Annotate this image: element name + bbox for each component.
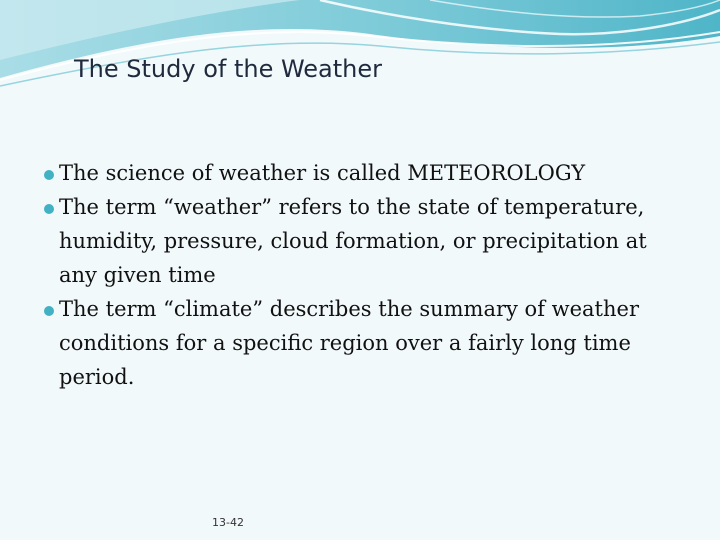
bullet-item (44, 292, 684, 394)
bullet-text: The science of weather is called METEOROLOGY (59, 161, 586, 185)
bullet-list (44, 156, 684, 394)
bullet-text: The term “weather” refers to the state of temperature, humidity, pressure, cloud formation, or precipitation at any given time (59, 195, 647, 287)
bullet-dot-icon (44, 204, 54, 214)
slide-title: The Study of the Weather (74, 55, 383, 83)
bullet-item (44, 190, 684, 292)
bullet-text: The term “climate” describes the summary of weather conditions for a specific region over a fairly long time period. (59, 297, 639, 389)
bullet-item (44, 156, 684, 190)
slide-number: 13-42 (212, 516, 244, 529)
bullet-dot-icon (44, 170, 54, 180)
bullet-dot-icon (44, 306, 54, 316)
